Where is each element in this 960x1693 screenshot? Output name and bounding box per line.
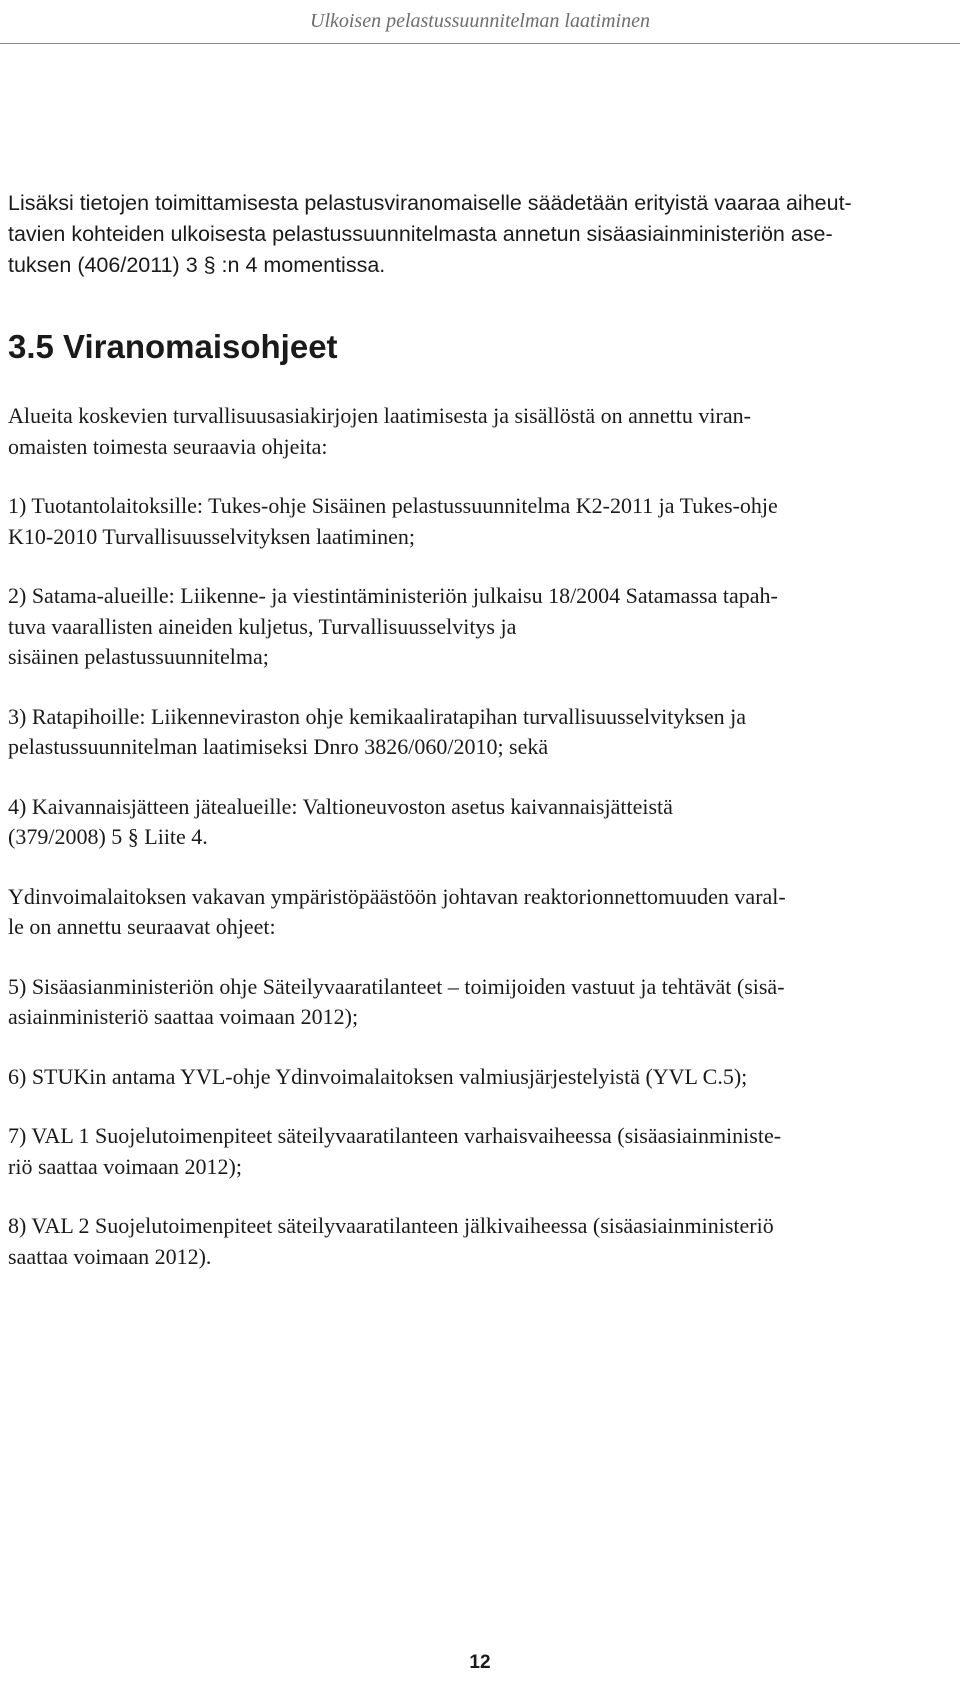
text-line: 7) VAL 1 Suojelutoimenpiteet säteilyvaaratilanteen varhaisvaiheessa (sisäasiainministe- [8, 1123, 782, 1148]
section-heading: 3.5 Viranomaisohjeet [8, 328, 338, 365]
text-line: asiainministeriö saattaa voimaan 2012); [8, 1004, 359, 1029]
text-line: 4) Kaivannaisjätteen jätealueille: Valtioneuvoston asetus kaivannaisjätteistä [8, 793, 673, 819]
text-line: riö saattaa voimaan 2012); [8, 1153, 242, 1179]
list-item-7 [8, 1121, 956, 1182]
text-line: le on annettu seuraavat ohjeet: [8, 914, 276, 939]
text-line: K10-2010 Turvallisuusselvityksen laatiminen; [8, 523, 415, 549]
text-line: saattaa voimaan 2012). [8, 1243, 212, 1269]
list-item-8 [8, 1211, 956, 1272]
text-line: 5) Sisäasianministeriön ohje Säteilyvaaratilanteet – toimijoiden vastuut ja tehtävät (sisä- [8, 973, 785, 999]
text-line: (379/2008) 5 § Liite 4. [8, 824, 208, 849]
text-line: 8) VAL 2 Suojelutoimenpiteet säteilyvaaratilanteen jälkivaiheessa (sisäasiainministeriö [8, 1213, 774, 1238]
page-number: 12 [469, 1652, 491, 1673]
text-line: Lisäksi tietojen toimittamisesta pelastusviranomaiselle säädetään erityistä vaaraa aiheut- [8, 191, 852, 215]
paragraph-nuclear-intro [8, 882, 956, 943]
list-item-4 [8, 792, 956, 853]
list-item-6 [8, 1062, 956, 1093]
text-line: tuksen (406/2011) 3 § :n 4 momentissa. [8, 253, 386, 277]
text-line: pelastussuunnitelman laatimiseksi Dnro 3826/060/2010; sekä [8, 734, 549, 759]
header-divider [0, 43, 960, 44]
text-line: tavien kohteiden ulkoisesta pelastussuunnitelmasta annetun sisäasiainministeriön ase- [8, 222, 833, 246]
paragraph-intro-guidelines [8, 401, 956, 462]
text-line: 1) Tuotantolaitoksille: Tukes-ohje Sisäinen pelastussuunnitelma K2-2011 ja Tukes-ohje [8, 493, 778, 518]
text-line: Ydinvoimalaitoksen vakavan ympäristöpäästöön johtavan reaktorionnettomuuden varal- [8, 883, 786, 909]
text-line: 3) Ratapihoille: Liikenneviraston ohje kemikaaliratapihan turvallisuusselvityksen ja [8, 703, 747, 729]
running-header: Ulkoisen pelastussuunnitelman laatiminen [310, 10, 650, 32]
list-item-1 [8, 491, 956, 552]
text-line: 2) Satama-alueille: Liikenne- ja viestintäministeriön julkaisu 18/2004 Satamassa tapah- [8, 583, 778, 608]
text-line: Alueita koskevien turvallisuusasiakirjojen laatimisesta ja sisällöstä on annettu viran- [8, 403, 751, 428]
list-item-5 [8, 972, 956, 1033]
document-body [8, 188, 956, 1272]
text-line: omaisten toimesta seuraavia ohjeita: [8, 433, 328, 459]
text-line: tuva vaarallisten aineiden kuljetus, Turvallisuusselvitys ja [8, 613, 517, 639]
list-item-3 [8, 702, 956, 763]
list-item-2 [8, 581, 956, 673]
intro-paragraph [8, 188, 956, 281]
text-line: 6) STUKin antama YVL-ohje Ydinvoimalaitoksen valmiusjärjestelyistä (YVL C.5); [8, 1063, 748, 1089]
text-line: sisäinen pelastussuunnitelma; [8, 644, 269, 669]
